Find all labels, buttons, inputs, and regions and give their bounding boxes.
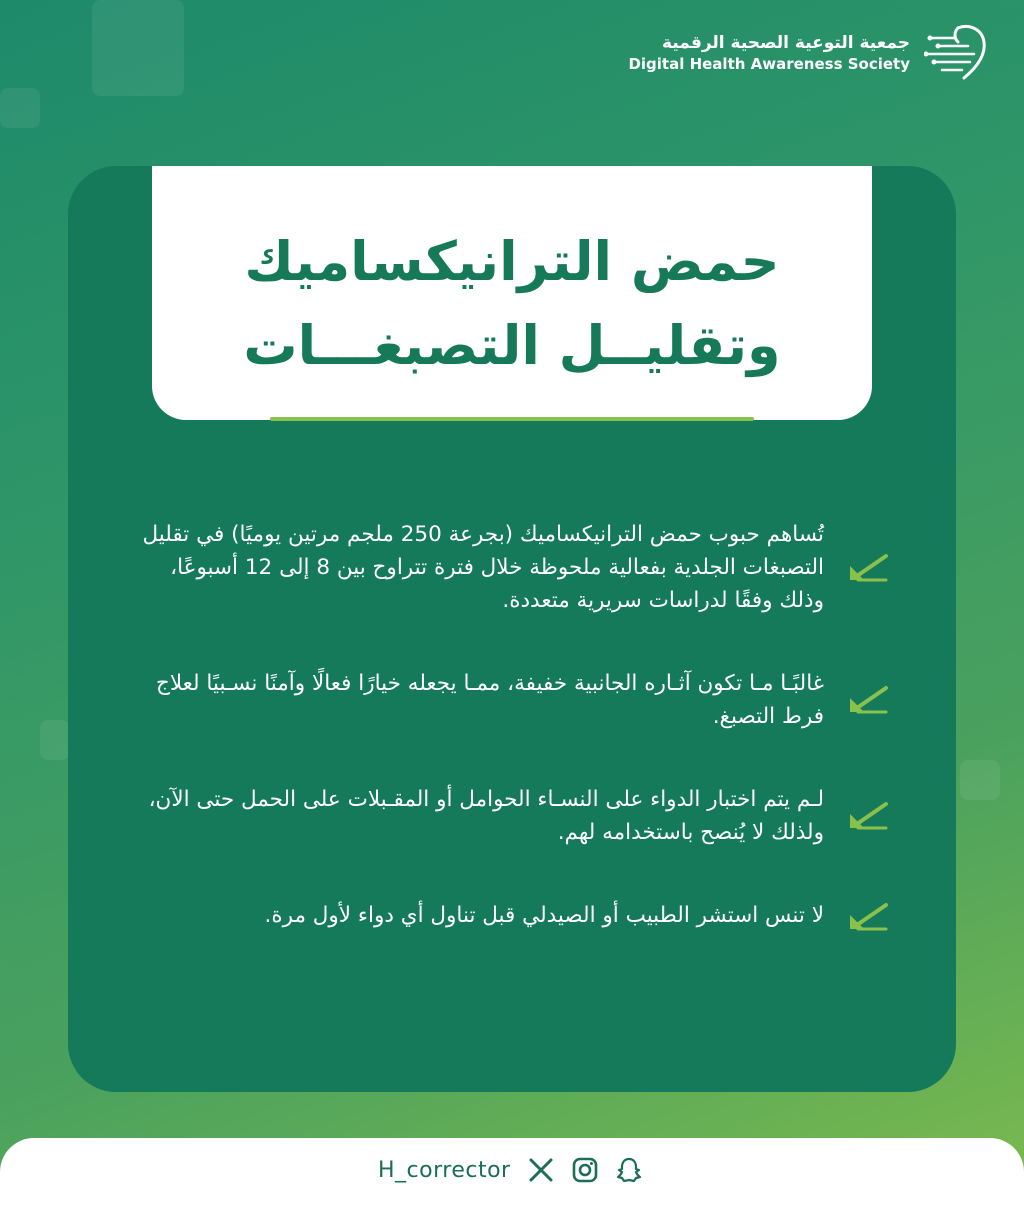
check-arrow-icon — [848, 800, 888, 830]
background-square — [0, 88, 40, 128]
bullet-list — [128, 518, 888, 932]
check-arrow-icon — [848, 552, 888, 582]
snapchat-icon[interactable] — [615, 1156, 643, 1184]
x-icon[interactable] — [527, 1156, 555, 1184]
footer-bar — [0, 1138, 1024, 1218]
background-square — [40, 720, 70, 760]
social-handle-group — [378, 1156, 643, 1184]
social-handle[interactable]: H_corrector — [378, 1157, 511, 1183]
circuit-heart-icon — [924, 22, 994, 84]
bullet-text: لا تنس استشر الطبيب أو الصيدلي قبل تناول أي دواء لأول مرة. — [264, 903, 824, 928]
instagram-icon[interactable] — [571, 1156, 599, 1184]
page-title-line-2: وتقليــل التصبغـــات — [243, 314, 781, 377]
brand-name-arabic: جمعية التوعية الصحية الرقمية — [662, 33, 910, 53]
bullet-item — [128, 899, 888, 932]
bullet-text: لـم يتم اختبار الدواء على النسـاء الحوامل أو المقـبلات على الحمل حتى الآن، ولذلك لا يُنصح باستخدامه لهم. — [148, 787, 824, 845]
background-square — [92, 0, 184, 96]
bullet-item — [128, 518, 888, 617]
brand-name — [628, 32, 910, 74]
bullet-item — [128, 783, 888, 849]
bullet-text: تُساهم حبوب حمض الترانيكساميك (بجرعة 250 ملجم مرتين يوميًا) في تقليل التصبغات الجلدية بفعالية ملحوظة خلال فترة تتراوح بين 8 إلى 12 أسبوعًا، وذلك وفقًا لدراسات سريرية متعددة. — [142, 522, 824, 613]
title-underline — [270, 417, 754, 421]
page-title-line-1: حمض الترانيكساميك — [244, 230, 780, 293]
background-square — [960, 760, 1000, 800]
brand-logo — [628, 22, 994, 84]
bullet-text: غالبًـا مـا تكون آثـاره الجانبية خفيفة، ممـا يجعله خيارًا فعالًا وآمنًا نسـبيًا لعلاج فرط التصبغ. — [155, 671, 824, 729]
check-arrow-icon — [848, 901, 888, 931]
brand-name-english: Digital Health Awareness Society — [628, 55, 910, 73]
check-arrow-icon — [848, 684, 888, 714]
title-box — [152, 166, 872, 420]
bullet-item — [128, 667, 888, 733]
